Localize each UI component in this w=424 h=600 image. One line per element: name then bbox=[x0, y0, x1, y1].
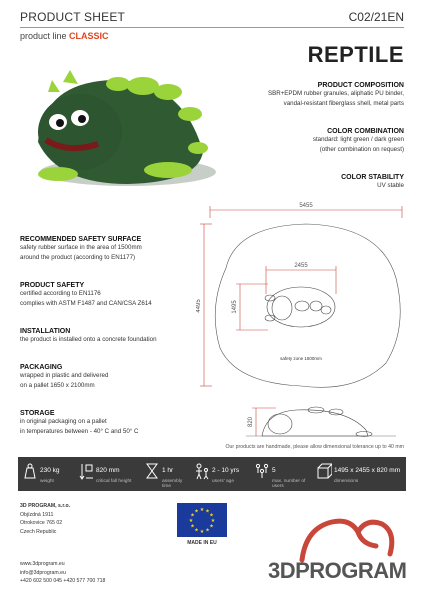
spec-max-users bbox=[250, 457, 312, 491]
safety-zone-label: safety zone 1500mm bbox=[280, 356, 322, 361]
svg-text:★: ★ bbox=[205, 527, 210, 534]
fall-height-icon bbox=[78, 462, 94, 480]
product-line bbox=[20, 31, 109, 41]
email-link[interactable]: info@3dprogram.eu bbox=[20, 569, 66, 576]
section-line: (other combination on request) bbox=[319, 145, 404, 153]
product-side-view bbox=[262, 410, 368, 436]
spec-label: assembly time bbox=[162, 479, 183, 489]
company-contacts bbox=[20, 560, 105, 586]
users-age-icon bbox=[194, 462, 210, 480]
section-line: vandal-resistant fiberglass shell, metal parts bbox=[283, 99, 404, 107]
safety-zone-outline bbox=[215, 224, 400, 387]
section-line: around the product (according to EN1177) bbox=[20, 253, 136, 261]
section-line: wrapped in plastic and delivered bbox=[20, 372, 109, 379]
product-line-name: CLASSIC bbox=[69, 31, 109, 41]
section-line: in temperatures between - 40° C and 50° C bbox=[20, 427, 139, 435]
product-image bbox=[18, 52, 218, 202]
spec-value: 1495 x 2455 x 820 mm bbox=[334, 467, 401, 474]
outer-height-label: 4495 bbox=[196, 299, 202, 313]
spec-label: dimensions bbox=[334, 479, 359, 484]
section-line: certified according to EN1176 bbox=[20, 290, 101, 297]
product-code: C02/21EN bbox=[348, 10, 404, 24]
section-line: in original packaging on a pallet bbox=[20, 418, 107, 425]
spec-label: weight bbox=[40, 479, 54, 484]
spec-value: 5 bbox=[272, 467, 276, 474]
weight-icon bbox=[22, 462, 38, 480]
company-name: 3D PROGRAM, s.r.o. bbox=[20, 503, 71, 509]
spec-users-age bbox=[190, 457, 250, 491]
assembly-time-icon bbox=[144, 462, 160, 480]
spec-value: 1 hr bbox=[162, 467, 174, 474]
product-safety bbox=[20, 282, 190, 308]
svg-text:★: ★ bbox=[190, 512, 195, 519]
sheet-label: PRODUCT SHEET bbox=[20, 10, 126, 24]
svg-text:★: ★ bbox=[199, 529, 205, 535]
section-heading: RECOMMENDED SAFETY SURFACE bbox=[20, 236, 142, 243]
spec-bar bbox=[18, 457, 406, 491]
section-heading: PRODUCT SAFETY bbox=[20, 282, 85, 289]
phone-numbers: +420 602 500 045 +420 577 700 718 bbox=[20, 578, 106, 584]
section-heading: PRODUCT COMPOSITION bbox=[317, 82, 404, 89]
address-line: Objízdná 1911 bbox=[20, 511, 54, 518]
spec-value: 230 kg bbox=[40, 467, 60, 474]
safety-surface bbox=[20, 236, 190, 262]
header-divider bbox=[20, 27, 404, 28]
company-address bbox=[20, 502, 70, 536]
section-heading: STORAGE bbox=[20, 410, 55, 417]
address-line: Czech Republic bbox=[20, 528, 57, 535]
product-title: REPTILE bbox=[307, 42, 404, 67]
spec-label: critical fall height bbox=[96, 479, 132, 484]
svg-text:★: ★ bbox=[194, 508, 199, 515]
svg-text:★: ★ bbox=[209, 512, 214, 519]
installation bbox=[20, 328, 190, 345]
eu-stars-icon bbox=[177, 503, 227, 537]
made-in-eu: MADE IN EU bbox=[187, 540, 217, 546]
spec-value: 820 mm bbox=[96, 467, 120, 474]
outer-width-label: 5455 bbox=[299, 203, 313, 209]
svg-text:★: ★ bbox=[188, 518, 194, 524]
spec-weight bbox=[18, 457, 74, 491]
spec-label: max. number of users bbox=[272, 479, 306, 489]
section-line: SBR+EPDM rubber granules, aliphatic PU binder, bbox=[267, 90, 404, 97]
section-line: standard: light green / dark green bbox=[312, 136, 404, 143]
dimensions-icon bbox=[316, 462, 332, 480]
spec-dimensions bbox=[312, 457, 406, 491]
inner-height-label: 1495 bbox=[232, 300, 238, 314]
product-composition bbox=[224, 82, 404, 108]
spec-fall-height bbox=[74, 457, 140, 491]
svg-text:★: ★ bbox=[190, 523, 195, 530]
spec-label: users' age bbox=[212, 479, 234, 484]
section-heading: INSTALLATION bbox=[20, 328, 71, 335]
section-heading: COLOR STABILITY bbox=[341, 174, 404, 181]
section-heading: PACKAGING bbox=[20, 364, 63, 371]
section-line: on a pallet 1650 x 2100mm bbox=[20, 381, 95, 389]
svg-text:★: ★ bbox=[209, 523, 214, 530]
website-link[interactable]: www.3dprogram.eu bbox=[20, 561, 65, 567]
product-line-label: product line bbox=[20, 31, 67, 41]
storage bbox=[20, 410, 190, 436]
section-line: UV stable bbox=[377, 182, 404, 189]
company-logo: 3DPROGRAM bbox=[268, 558, 407, 583]
dimension-note: Our products are handmade, please allow dimensional tolerance up to 40 mm bbox=[225, 444, 404, 450]
section-line: safety rubber surface in the area of 1500mm bbox=[20, 244, 142, 251]
side-height-label: 820 bbox=[248, 416, 254, 428]
address-line: Otrokovice 765 02 bbox=[20, 520, 63, 526]
section-line: the product is installed onto a concrete foundation bbox=[20, 336, 157, 343]
svg-text:★: ★ bbox=[199, 507, 205, 513]
spec-assembly-time bbox=[140, 457, 190, 491]
packaging bbox=[20, 364, 190, 390]
product-top-view bbox=[267, 287, 335, 327]
eu-flag bbox=[177, 503, 227, 537]
svg-text:★: ★ bbox=[194, 527, 199, 534]
max-users-icon bbox=[254, 462, 270, 480]
section-line: complies with ASTM F1487 and CAN/CSA Z614 bbox=[20, 299, 152, 307]
color-combination bbox=[224, 128, 404, 154]
spec-value: 2 - 10 yrs bbox=[212, 467, 240, 474]
svg-text:★: ★ bbox=[210, 518, 216, 524]
technical-drawing bbox=[196, 198, 408, 442]
inner-width-label: 2455 bbox=[294, 263, 308, 269]
section-heading: COLOR COMBINATION bbox=[327, 128, 404, 135]
color-stability bbox=[224, 174, 404, 191]
svg-text:★: ★ bbox=[205, 508, 210, 515]
